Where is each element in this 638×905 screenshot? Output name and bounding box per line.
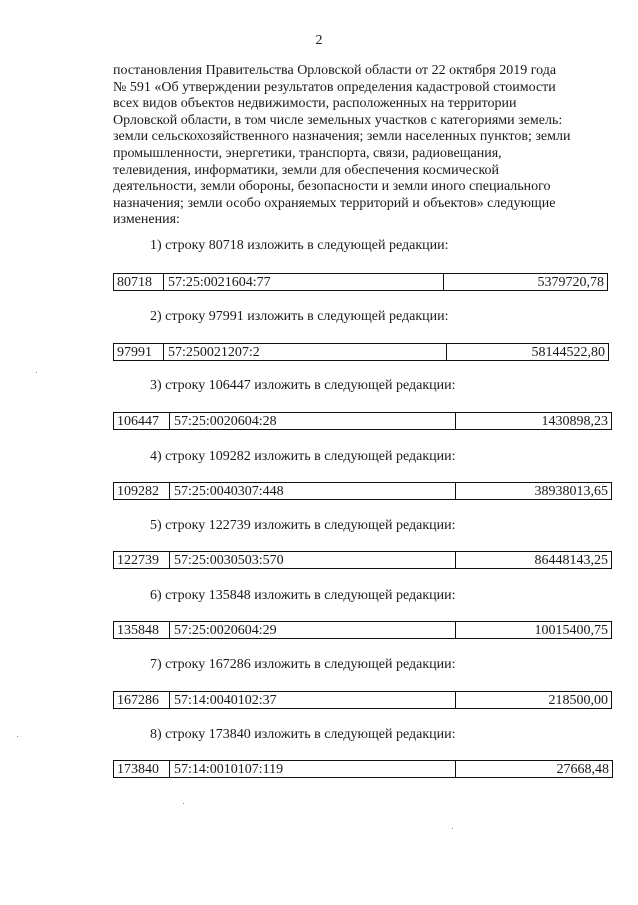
scan-speck	[183, 803, 184, 804]
intro-line: № 591 «Об утверждении результатов определения кадастровой стоимости	[113, 79, 556, 95]
cadastral-value-cell: 10015400,75	[534, 623, 608, 638]
intro-line: всех видов объектов недвижимости, расположенных на территории	[113, 96, 517, 112]
cadastral-value-cell: 58144522,80	[531, 345, 605, 360]
intro-line: изменения:	[113, 212, 180, 228]
cadastral-number-cell: 57:250021207:2	[164, 344, 447, 360]
row-number-cell: 135848	[114, 622, 170, 638]
scan-speck	[17, 736, 18, 737]
row-number-cell: 80718	[114, 274, 164, 290]
cadastral-value-cell: 86448143,25	[534, 553, 608, 568]
item-label-3: 3) строку 106447 изложить в следующей редакции:	[150, 378, 456, 393]
intro-line: назначения; земли особо охраняемых территорий и объектов» следующие	[113, 195, 556, 211]
intro-line: Орловской области, в том числе земельных участков с категориями земель:	[113, 112, 563, 128]
row-number-cell: 122739	[114, 552, 170, 568]
row-table-3	[113, 412, 612, 430]
intro-line: деятельности, земли обороны, безопасности и земли иного специального	[113, 179, 551, 195]
cadastral-value-cell: 1430898,23	[541, 414, 608, 429]
item-label-7: 7) строку 167286 изложить в следующей редакции:	[150, 657, 456, 672]
cadastral-number-cell: 57:25:0030503:570	[170, 552, 456, 568]
row-table-5	[113, 551, 612, 569]
row-number-cell: 109282	[114, 483, 170, 499]
cadastral-number-cell: 57:25:0020604:28	[170, 413, 456, 429]
intro-paragraph	[113, 63, 610, 229]
scan-speck	[36, 372, 37, 373]
row-table-6	[113, 621, 612, 639]
item-label-2: 2) строку 97991 изложить в следующей редакции:	[150, 309, 449, 324]
row-table-8	[113, 760, 613, 778]
item-label-6: 6) строку 135848 изложить в следующей редакции:	[150, 588, 456, 603]
intro-line: земли сельскохозяйственного назначения; земли населенных пунктов; земли	[113, 129, 571, 145]
cadastral-value-cell: 38938013,65	[534, 484, 608, 499]
item-label-1: 1) строку 80718 изложить в следующей редакции:	[150, 238, 449, 253]
row-number-cell: 97991	[114, 344, 164, 360]
cadastral-value-cell: 27668,48	[556, 762, 609, 777]
row-number-cell: 106447	[114, 413, 170, 429]
row-table-2	[113, 343, 609, 361]
cadastral-number-cell: 57:25:0021604:77	[164, 274, 444, 290]
intro-line: промышленности, энергетики, транспорта, связи, радиовещания,	[113, 145, 502, 161]
item-label-5: 5) строку 122739 изложить в следующей редакции:	[150, 518, 456, 533]
row-table-4	[113, 482, 612, 500]
scan-speck	[452, 828, 453, 829]
cadastral-number-cell: 57:25:0020604:29	[170, 622, 456, 638]
intro-line: постановления Правительства Орловской области от 22 октября 2019 года	[113, 63, 557, 78]
cadastral-number-cell: 57:25:0040307:448	[170, 483, 456, 499]
cadastral-value-cell: 218500,00	[548, 693, 608, 708]
cadastral-number-cell: 57:14:0040102:37	[170, 692, 456, 708]
cadastral-number-cell: 57:14:0010107:119	[170, 761, 456, 777]
intro-line: телевидения, информатики, земли для обеспечения космической	[113, 162, 500, 178]
item-label-8: 8) строку 173840 изложить в следующей редакции:	[150, 727, 456, 742]
cadastral-value-cell: 5379720,78	[537, 275, 604, 290]
item-label-4: 4) строку 109282 изложить в следующей редакции:	[150, 449, 456, 464]
row-table-1	[113, 273, 608, 291]
page-number: 2	[315, 33, 323, 48]
row-number-cell: 167286	[114, 692, 170, 708]
row-table-7	[113, 691, 612, 709]
row-number-cell: 173840	[114, 761, 170, 777]
